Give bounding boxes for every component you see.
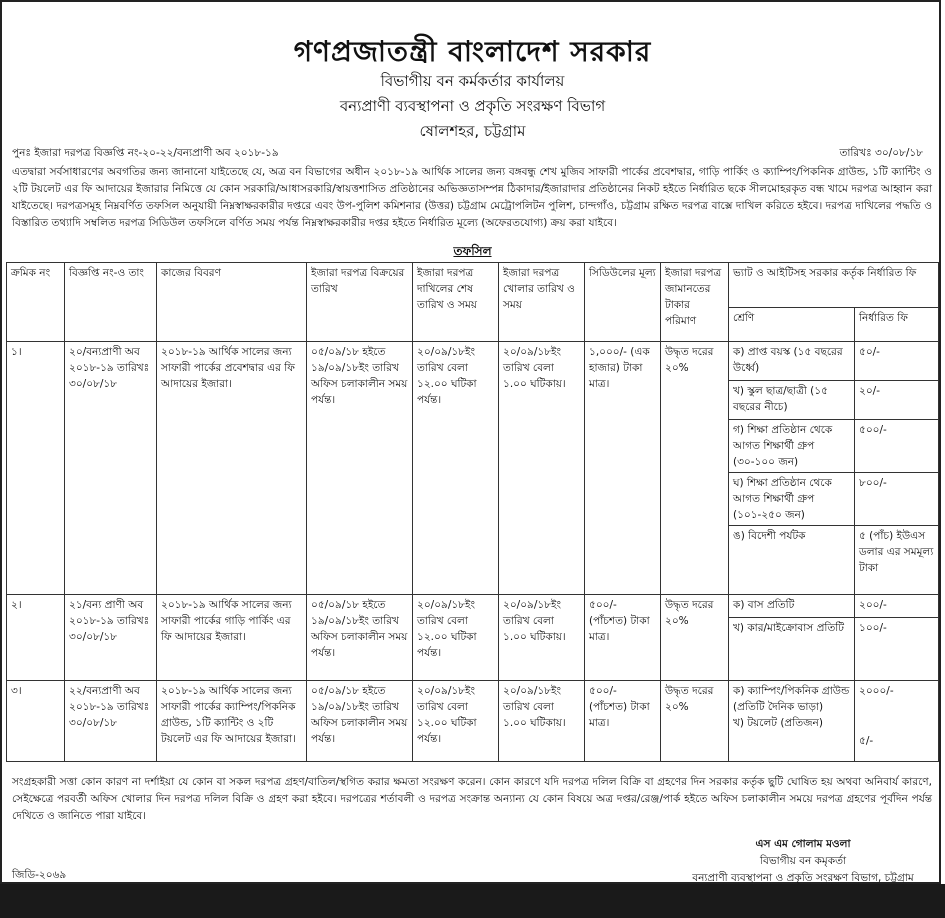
fee-value: ২০০০/- — [859, 685, 894, 697]
cell-fee: ৫০০/- — [855, 420, 939, 473]
cell-serial: ৩। — [7, 681, 65, 762]
col-work: কাজের বিবরণ — [157, 263, 307, 342]
cell-category: ক) প্রাপ্ত বয়স্ক (১৫ বছরের উর্ধ্বে) — [729, 342, 855, 381]
cell-fee: ২০/- — [855, 381, 939, 420]
col-submit: ইজারা দরপত্র দাখিলের শেষ তারিখ ও সময় — [413, 263, 499, 342]
cell-work: ২০১৮-১৯ আর্থিক সালের জন্য সাফারী পার্কের গাড়ি পার্কিং এর ফি আদায়ের ইজারা। — [157, 595, 307, 681]
cell-work: ২০১৮-১৯ আর্থিক সালের জন্য সাফারী পার্কের প্রবেশদ্বার এর ফি আদায়ের ইজারা। — [157, 342, 307, 595]
col-sale-date: ইজারা দরপত্র বিক্রয়ের তারিখ — [307, 263, 413, 342]
cell-fee: ৫০/- — [855, 342, 939, 381]
table-row — [7, 681, 939, 762]
cell-open: ২০/০৯/১৮ইং তারিখ বেলা ১.০০ ঘটিকায়। — [499, 595, 585, 681]
cell-category: খ) স্কুল ছাত্র/ছাত্রী (১৫ বছরের নীচে) — [729, 381, 855, 420]
cell-submit: ২০/০৯/১৮ইং তারিখ বেলা ১২.০০ ঘটিকা পর্যন্ত। — [413, 595, 499, 681]
government-title: গণপ্রজাতন্ত্রী বাংলাদেশ সরকার — [293, 35, 652, 68]
cell-fee: ২০০/- — [855, 595, 939, 618]
cell-sale-date: ০৫/০৯/১৮ হইতে ১৯/০৯/১৮ইং তারিখ অফিস চলাকালীন সময় পর্যন্ত। — [307, 681, 413, 762]
col-fees: ভ্যাট ও আইটিসহ সরকার কর্তৃক নির্ধারিত ফি — [729, 263, 939, 308]
cell-price: ১,০০০/- (এক হাজার) টাকা মাত্র। — [585, 342, 661, 595]
bottom-border — [0, 884, 945, 918]
table-row — [7, 595, 939, 618]
office-name: বিভাগীয় বন কর্মকর্তার কার্যালয় — [380, 72, 565, 90]
cell-fee: ৮০০/- — [855, 473, 939, 526]
col-category: শ্রেণি — [729, 307, 855, 341]
table-row — [7, 342, 939, 381]
cell-notice: ২০/বন্যপ্রাণী অব ২০১৮-১৯ তারিখঃ ৩০/০৮/১৮ — [65, 342, 157, 595]
col-price: সিডিউলের মূল্য — [585, 263, 661, 342]
col-serial: ক্রমিক নং — [7, 263, 65, 342]
closing-paragraph: সংগ্রহকারী সত্তা কোন কারণ না দর্শাইয়া যে কোন বা সকল দরপত্র গ্রহণ/বাতিল/স্থগিত করার ক্ষমতা সংরক্ষণ করেন। কোন কারণে যদি দরপত্র দলিল বিক্রি বা গ্রহণের দিন সরকার কর্তৃক ছুটি ঘোষিত হয় অথবা অনিবার্য কারণে, সেইক্ষেত্রে পরবর্তী অফিস খোলার দিন দরপত্র দলিল বিক্রি ও গ্রহণ করা হইবে। দরপত্রের শর্তাবলী ও দরপত্র সংক্রান্ত অন্যান্য যে কোন বিষয়ে অত্র দপ্তর/রেঞ্জ/পার্ক হইতে অফিস চলাকালীন সময়ে দরপত্র গ্রহণের পূর্বদিন পর্যন্ত দেখিতে ও জানিতে পারা যাইবে। — [12, 776, 932, 822]
cell-serial: ২। — [7, 595, 65, 681]
division-name: বন্যপ্রাণী ব্যবস্থাপনা ও প্রকৃতি সংরক্ষণ বিভাগ — [339, 97, 606, 115]
memo-number: পুনঃ ইজারা দরপত্র বিজ্ঞপ্তি নং-২০-২২/বন্যপ্রাণী অব ২০১৮-১৯ — [12, 147, 279, 159]
cell-sale-date: ০৫/০৯/১৮ হইতে ১৯/০৯/১৮ইং তারিখ অফিস চলাকালীন সময় পর্যন্ত। — [307, 342, 413, 595]
gd-code: জিডি-২০৬৯ — [12, 869, 67, 881]
cell-category: ক) বাস প্রতিটি — [729, 595, 855, 618]
cell-security: উদ্ধৃত দরের ২০% — [661, 342, 729, 595]
notice-date: তারিখঃ ৩০/০৮/১৮ — [839, 147, 923, 159]
cell-category: ঙ) বিদেশী পর্যটক — [729, 526, 855, 595]
office-address: ষোলশহর, চট্টগ্রাম — [419, 122, 526, 140]
cell-fee — [855, 681, 939, 762]
cell-sale-date: ০৫/০৯/১৮ হইতে ১৯/০৯/১৮ইং তারিখ অফিস চলাকালীন সময় পর্যন্ত। — [307, 595, 413, 681]
fee-category: ক) ক্যাম্পিং/পিকনিক গ্রাউন্ড (প্রতিটি দৈনিক ভাড়া) — [733, 685, 850, 713]
cell-submit: ২০/০৯/১৮ইং তারিখ বেলা ১২.০০ ঘটিকা পর্যন্ত। — [413, 681, 499, 762]
schedule-table — [6, 262, 939, 762]
cell-category — [729, 681, 855, 762]
cell-open: ২০/০৯/১৮ইং তারিখ বেলা ১.০০ ঘটিকায়। — [499, 681, 585, 762]
cell-category: গ) শিক্ষা প্রতিষ্ঠান থেকে আগত শিক্ষার্থী গ্রুপ (৩০-১০০ জন) — [729, 420, 855, 473]
cell-notice: ২১/বন্য প্রাণী অব ২০১৮-১৯ তারিখঃ ৩০/০৮/১৮ — [65, 595, 157, 681]
intro-paragraph: এতদ্বারা সর্বসাধারণের অবগতির জন্য জানানো যাইতেছে যে, অত্র বন বিভাগের অধীন ২০১৮-১৯ আর্থিক সালের জন্য বঙ্গবন্ধু শেখ মুজিব সাফারী পার্কের প্রবেশদ্বার, গাড়ি পার্কিং ও ক্যাম্পিং/পিকনিক গ্রাউন্ড, ১টি ক্যান্টিং ও ২টি টয়লেট এর ফি আদায়ের ইজারার নিমিত্তে যে কোন সরকারি/আধাসরকারি/স্বায়ত্তশাসিত প্রতিষ্ঠানের অভিজ্ঞতাসম্পন্ন ঠিকাদার/ইজারাদার প্রতিষ্ঠানের নিকট হইতে নির্ধারিত ছকে সীলমোহরকৃত বন্ধ খামে দরপত্র আহ্বান করা যাইতেছে। দরপত্রসমূহ নিম্নবর্ণিত তফসিল অনুযায়ী নিম্নস্বাক্ষরকারীর দপ্তরে এবং উপ-পুলিশ কমিশনার (উত্তর) চট্টগ্রাম মেট্রোপলিটন পুলিশ, চান্দগাঁও, চট্টগ্রাম রক্ষিত দরপত্র বাক্সে দাখিল করিতে হইবে। দরপত্র দাখিলের পদ্ধতি ও বিস্তারিত তথ্যাদি সম্বলিত দরপত্র সিডিউল তফসিলে বর্ণিত সময় পর্যন্ত নিম্নস্বাক্ষরকারীর দপ্তর হইতে নির্ধারিত মূল্যে (অফেরতযোগ্য) ক্রয় করা যাইবে। — [12, 166, 932, 229]
col-open: ইজারা দরপত্র খোলার তারিখ ও সময় — [499, 263, 585, 342]
signature-block — [683, 836, 923, 887]
col-fixed-fee: নির্ধারিত ফি — [855, 307, 939, 341]
cell-fee: ১০০/- — [855, 618, 939, 681]
signatory-division: বন্যপ্রাণী ব্যবস্থাপনা ও প্রকৃতি সংরক্ষণ বিভাগ, চট্টগ্রাম — [692, 872, 914, 884]
col-security: ইজারা দরপত্র জামানতের টাকার পরিমাণ — [661, 263, 729, 342]
cell-security: উদ্ধৃত দরের ২০% — [661, 595, 729, 681]
cell-work: ২০১৮-১৯ আর্থিক সালের জন্য সাফারী পার্কের ক্যাম্পিং/পিকনিক গ্রাউন্ড, ১টি ক্যান্টিং ও ২টি টয়লেট এর ফি আদায়ের ইজারা। — [157, 681, 307, 762]
col-notice: বিজ্ঞপ্তি নং-ও তাং — [65, 263, 157, 342]
signatory-title: বিভাগীয় বন কমৃকর্তা — [759, 855, 847, 867]
fee-value: ৫/- — [859, 735, 874, 747]
cell-category: খ) কার/মাইক্রোবাস প্রতিটি — [729, 618, 855, 681]
cell-open: ২০/০৯/১৮ইং তারিখ বেলা ১.০০ ঘটিকায়। — [499, 342, 585, 595]
cell-submit: ২০/০৯/১৮ইং তারিখ বেলা ১২.০০ ঘটিকা পর্যন্ত। — [413, 342, 499, 595]
fee-category: খ) টয়লেট (প্রতিজন) — [733, 717, 823, 729]
cell-price: ৫০০/- (পাঁচশত) টাকা মাত্র। — [585, 595, 661, 681]
cell-notice: ২২/বন্যপ্রাণী অব ২০১৮-১৯ তারিখঃ ৩০/০৮/১৮ — [65, 681, 157, 762]
cell-serial: ১। — [7, 342, 65, 595]
cell-category: ঘ) শিক্ষা প্রতিষ্ঠান থেকে আগত শিক্ষার্থী গ্রুপ (১০১-২৫০ জন) — [729, 473, 855, 526]
cell-price: ৫০০/- (পাঁচশত) টাকা মাত্র। — [585, 681, 661, 762]
signatory-name: এস এম গোলাম মওলা — [755, 838, 851, 850]
schedule-title: তফসিল — [453, 244, 492, 258]
cell-security: উদ্ধৃত দরের ২০% — [661, 681, 729, 762]
header-row — [7, 263, 939, 308]
cell-fee: ৫ (পাঁচ) ইউএস ডলার এর সমমূল্য টাকা — [855, 526, 939, 595]
